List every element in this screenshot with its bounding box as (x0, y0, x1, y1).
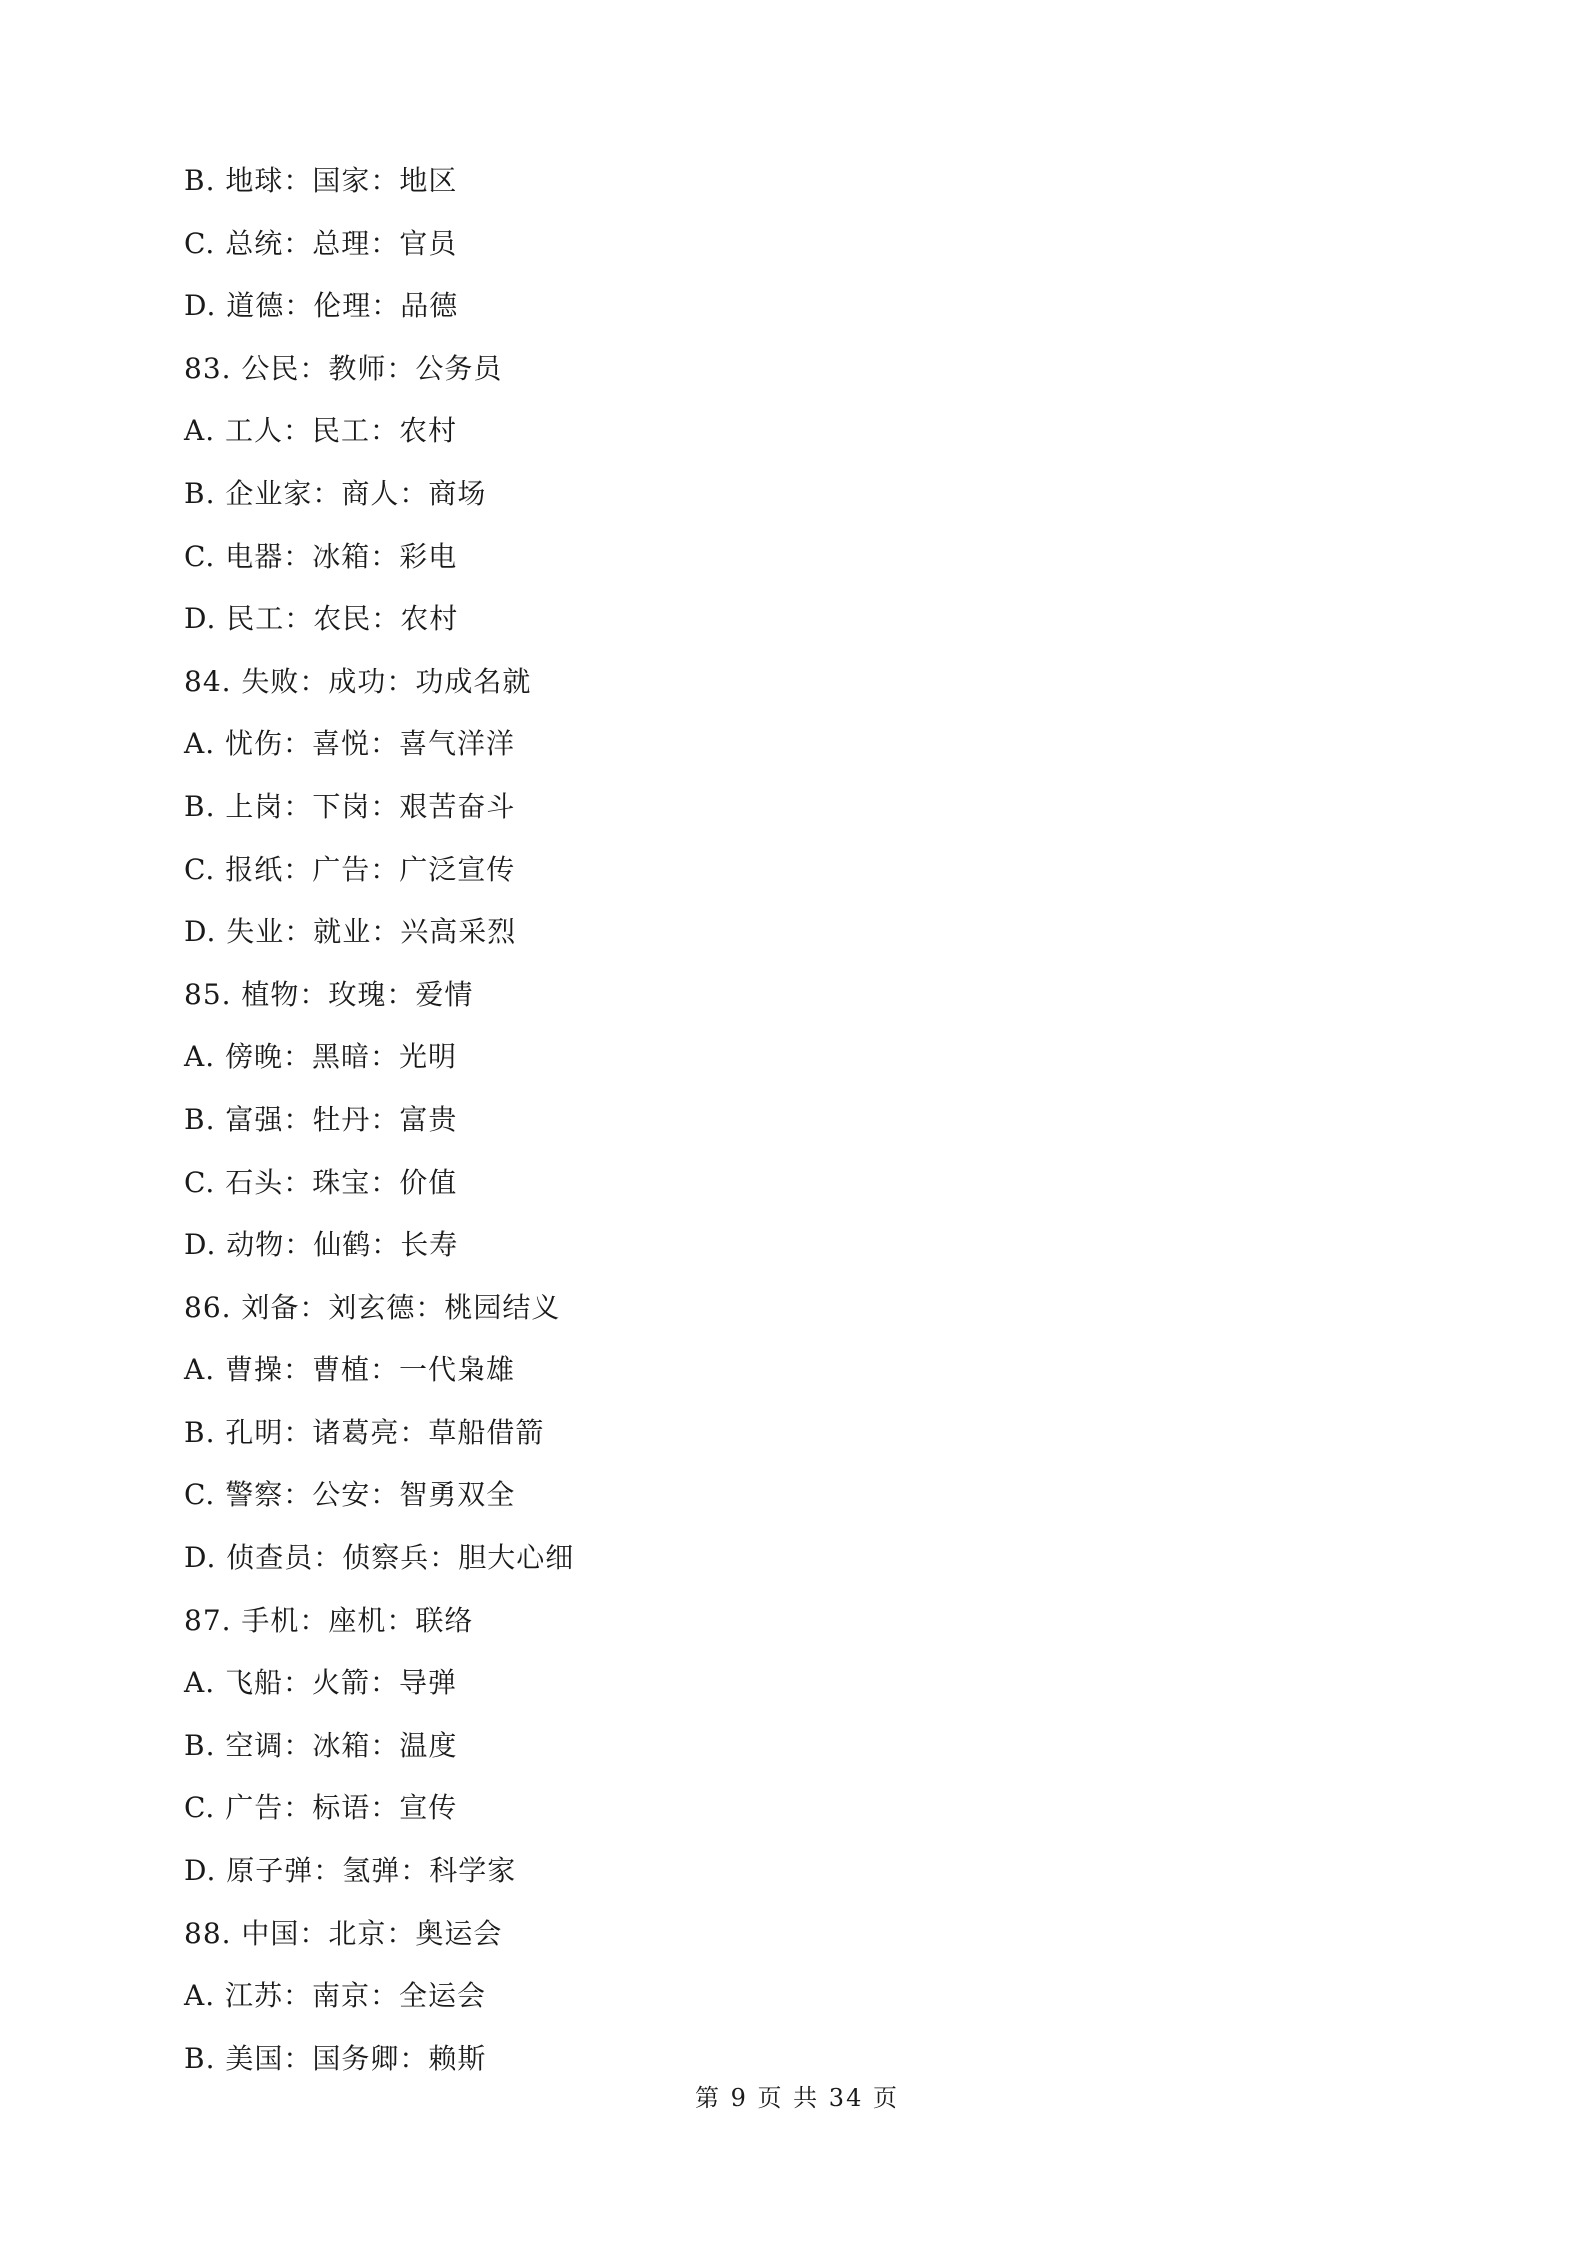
text-line: A. 飞船：火箭：导弹 (184, 1666, 458, 1700)
text-line: 85. 植物：玫瑰：爱情 (184, 977, 474, 1011)
text-line: B. 富强：牡丹：富贵 (184, 1102, 458, 1136)
text-line: D. 民工：农民：农村 (184, 602, 459, 636)
text-line: C. 报纸：广告：广泛宣传 (184, 852, 516, 886)
text-line: D. 原子弹：氢弹：科学家 (184, 1854, 517, 1888)
text-line: 88. 中国：北京：奥运会 (184, 1916, 503, 1950)
page-footer: 第 9 页 共 34 页 (695, 2084, 899, 2112)
question-text-block (184, 158, 1424, 2098)
text-line: D. 动物：仙鹤：长寿 (184, 1228, 459, 1262)
text-line: 83. 公民：教师：公务员 (184, 351, 503, 385)
text-line: A. 曹操：曹植：一代枭雄 (184, 1353, 516, 1387)
text-line: A. 工人：民工：农村 (184, 414, 458, 448)
text-line: 87. 手机：座机：联络 (184, 1603, 474, 1637)
text-line: C. 总统：总理：官员 (184, 226, 458, 260)
text-line: D. 侦查员：侦察兵：胆大心细 (184, 1541, 575, 1575)
text-line: A. 江苏：南京：全运会 (184, 1979, 487, 2013)
text-line: B. 企业家：商人：商场 (184, 476, 487, 510)
text-line: D. 失业：就业：兴高采烈 (184, 915, 517, 949)
text-line: C. 广告：标语：宣传 (184, 1791, 458, 1825)
text-line: 86. 刘备：刘玄德：桃园结义 (184, 1290, 561, 1324)
text-line: A. 忧伤：喜悦：喜气洋洋 (184, 727, 516, 761)
text-line: 84. 失败：成功：功成名就 (184, 664, 532, 698)
text-line: B. 孔明：诸葛亮：草船借箭 (184, 1415, 545, 1449)
text-line: D. 道德：伦理：品德 (184, 289, 459, 323)
text-line: C. 警察：公安：智勇双全 (184, 1478, 516, 1512)
text-line: B. 地球：国家：地区 (184, 164, 458, 197)
text-line: B. 上岗：下岗：艰苦奋斗 (184, 789, 516, 823)
text-line: A. 傍晚：黑暗：光明 (184, 1040, 458, 1074)
text-line: B. 美国：国务卿：赖斯 (184, 2041, 487, 2075)
text-line: C. 电器：冰箱：彩电 (184, 539, 458, 573)
text-line: B. 空调：冰箱：温度 (184, 1728, 458, 1762)
text-line: C. 石头：珠宝：价值 (184, 1165, 458, 1199)
